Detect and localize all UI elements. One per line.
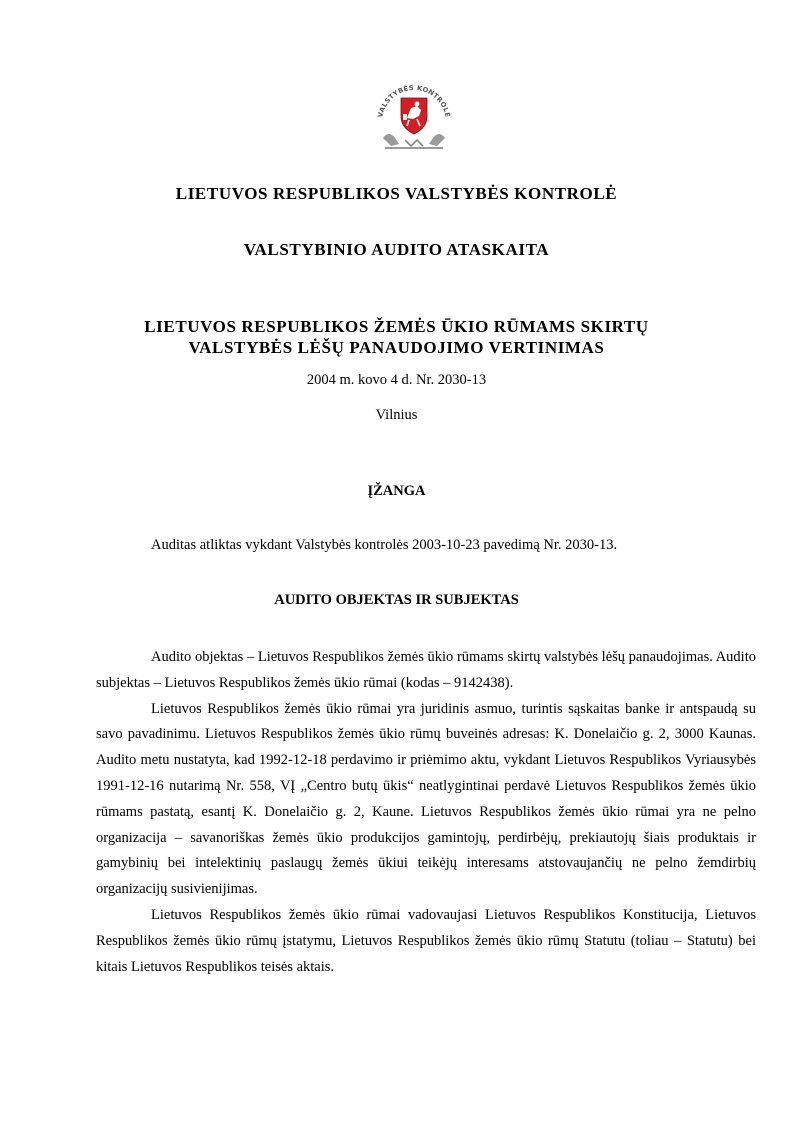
state-audit-emblem-icon (373, 72, 455, 154)
intro-paragraph: Auditas atliktas vykdant Valstybės kontrolės 2003-10-23 pavedimą Nr. 2030-13. (151, 537, 618, 553)
section-title-object: AUDITO OBJEKTAS IR SUBJEKTAS (274, 592, 519, 608)
subject-line-1: LIETUVOS RESPUBLIKOS ŽEMĖS ŪKIO RŪMAMS SKIRTŲ (144, 317, 649, 336)
paragraph: Lietuvos Respublikos žemės ūkio rūmai yra juridinis asmuo, turintis sąskaitas banke ir antspaudą su savo pavadinimu. Lietuvos Respublikos žemės ūkio rūmų buveinės adresas: K. Donelaičio g. 2, 3000 Kaunas. Audito metu nustatyta, kad 1992-12-18 perdavimo ir priėmimo aktu, vykdant Lietuvos Respublikos Vyriausybės 1991-12-16 nutarimą Nr. 558, VĮ „Centro butų ūkis“ neatlygintinai perdavė Lietuvos Respublikos žemės ūkio rūmams pastatą, esantį K. Donelaičio g. 2, Kaune. Lietuvos Respublikos žemės ūkio rūmai yra ne pelno organizacija – savanoriškas žemės ūkio produkcijos gamintojų, perdirbėjų, prekiautojų šiais produktais ir gamybinių bei intelektinių paslaugų žemės ūkiui teikėjų interesams atstovaujančių ne pelno žemdirbių organizacijų susivienijimas. (96, 700, 756, 898)
section-title-intro: ĮŽANGA (367, 483, 426, 499)
body-text (96, 645, 756, 980)
report-city: Vilnius (375, 407, 418, 423)
report-subject-title (0, 316, 793, 358)
report-type-title: VALSTYBINIO AUDITO ATASKAITA (243, 240, 550, 259)
organization-title: LIETUVOS RESPUBLIKOS VALSTYBĖS KONTROLĖ (175, 184, 618, 203)
paragraph: Lietuvos Respublikos žemės ūkio rūmai vadovaujasi Lietuvos Respublikos Konstitucija, Lietuvos Respublikos žemės ūkio rūmų įstatymu, Lietuvos Respublikos žemės ūkio rūmų Statutu (toliau – Statutu) bei kitais Lietuvos Respublikos teisės aktais. (96, 906, 756, 975)
subject-line-2: VALSTYBĖS LĖŠŲ PANAUDOJIMO VERTINIMAS (188, 338, 605, 357)
emblem-ring-text: VALSTYBĖS KONTROLĖ (376, 83, 452, 119)
report-date-number: 2004 m. kovo 4 d. Nr. 2030-13 (306, 372, 487, 388)
paragraph: Audito objektas – Lietuvos Respublikos žemės ūkio rūmams skirtų valstybės lėšų panaudojimas. Audito subjektas – Lietuvos Respublikos žemės ūkio rūmai (kodas – 9142438). (96, 649, 756, 691)
